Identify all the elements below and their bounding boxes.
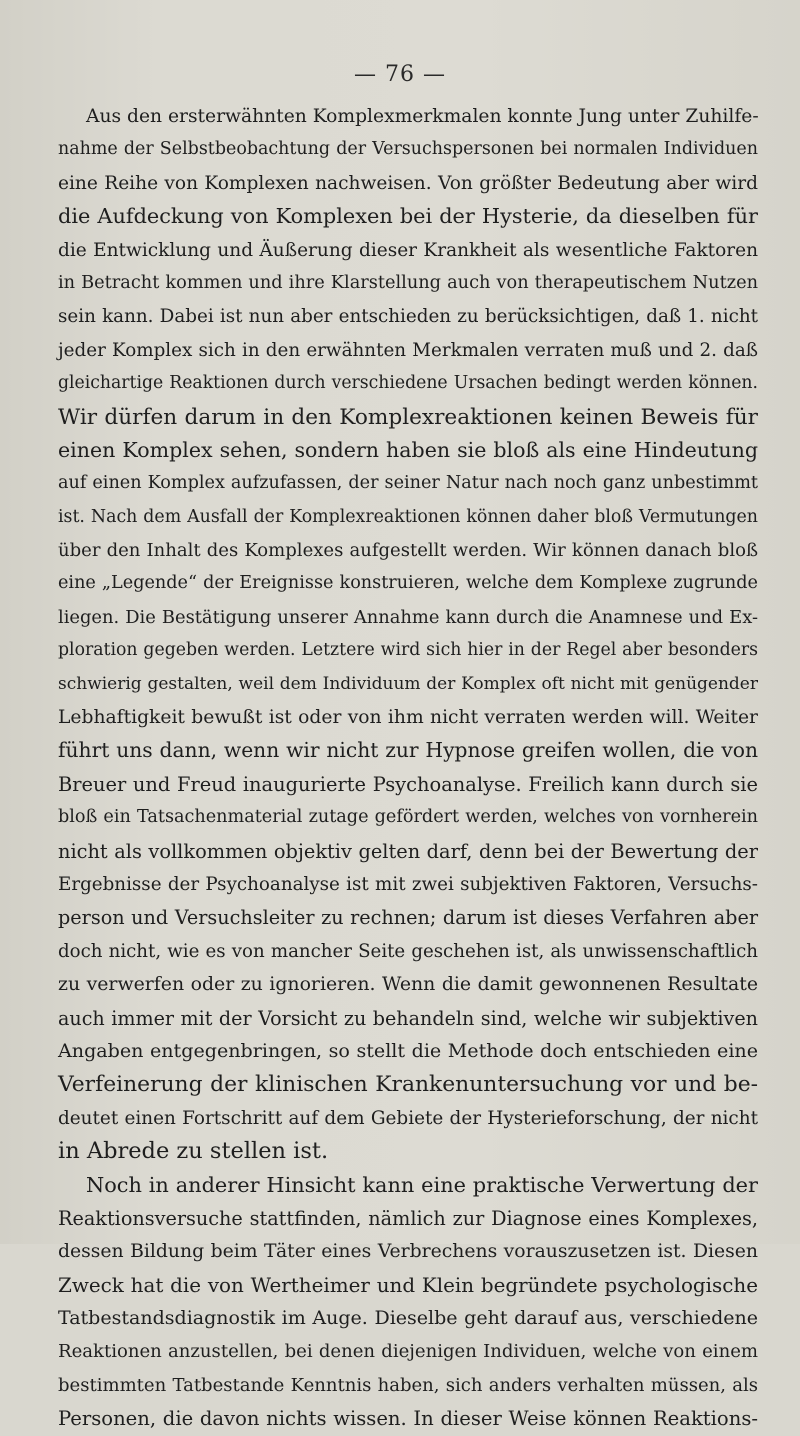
text-line: eine „Legende“ der Ereignisse konstruieren, welche dem Komplexe zugrunde xyxy=(58,573,758,594)
text-line: zu verwerfen oder zu ignorieren. Wenn die damit gewonnenen Resultate xyxy=(58,973,758,996)
text-line: jeder Komplex sich in den erwähnten Merkmalen verraten muß und 2. daß xyxy=(58,339,758,361)
text-line: Tatbestandsdiagnostik im Auge. Dieselbe geht darauf aus, verschiedene xyxy=(58,1307,758,1330)
text-line: ist. Nach dem Ausfall der Komplexreaktionen können daher bloß Vermutungen xyxy=(58,506,758,527)
text-line: auf einen Komplex aufzufassen, der seiner Natur nach noch ganz unbestimmt xyxy=(58,473,758,494)
text-line: Zweck hat die von Wertheimer und Klein begründete psychologische xyxy=(58,1273,758,1297)
paragraph-2 xyxy=(58,1169,758,1436)
text-line: person und Versuchsleiter zu rechnen; darum ist dieses Verfahren aber xyxy=(58,906,758,930)
text-line: Angaben entgegenbringen, so stellt die Methode doch entschieden eine xyxy=(58,1039,758,1062)
text-line: doch nicht, wie es von mancher Seite geschehen ist, als unwissenschaftlich xyxy=(58,940,758,962)
text-line: die Entwicklung und Äußerung dieser Krankheit als wesentliche Faktoren xyxy=(58,239,758,261)
text-line: auch immer mit der Vorsicht zu behandeln sind, welche wir subjektiven xyxy=(58,1006,758,1030)
text-line: führt uns dann, wenn wir nicht zur Hypnose greifen wollen, die von xyxy=(58,738,758,763)
text-line: schwierig gestalten, weil dem Individuum der Komplex oft nicht mit genügender xyxy=(58,673,758,694)
text-line: in Betracht kommen und ihre Klarstellung auch von therapeutischem Nutzen xyxy=(58,272,758,293)
text-line: ploration gegeben werden. Letztere wird sich hier in der Regel aber besonders xyxy=(58,640,758,661)
text-line: Personen, die davon nichts wissen. In dieser Weise können Reaktions- xyxy=(58,1407,758,1431)
text-line: nicht als vollkommen objektiv gelten darf, denn bei der Bewertung der xyxy=(58,839,758,863)
text-line: sein kann. Dabei ist nun aber entschieden zu berücksichtigen, daß 1. nicht xyxy=(58,306,758,328)
text-line: Ergebnisse der Psychoanalyse ist mit zwei subjektiven Faktoren, Versuchs- xyxy=(58,873,758,895)
text-line: bestimmten Tatbestande Kenntnis haben, sich anders verhalten müssen, als xyxy=(58,1374,758,1396)
page-number: — 76 — xyxy=(354,62,446,87)
text-line: über den Inhalt des Komplexes aufgestellt werden. Wir können danach bloß xyxy=(58,540,758,562)
text-line: eine Reihe von Komplexen nachweisen. Von größter Bedeutung aber wird xyxy=(58,172,758,194)
text-line: liegen. Die Bestätigung unserer Annahme kann durch die Anamnese und Ex- xyxy=(58,606,758,628)
text-line: Verfeinerung der klinischen Krankenuntersuchung vor und be- xyxy=(58,1072,758,1098)
text-line: nahme der Selbstbeobachtung der Versuchspersonen bei normalen Individuen xyxy=(58,139,758,160)
text-line: die Aufdeckung von Komplexen bei der Hysterie, da dieselben für xyxy=(58,204,758,229)
text-line: Reaktionen anzustellen, bei denen diejenigen Individuen, welche von einem xyxy=(58,1341,758,1363)
body-text xyxy=(58,100,758,1436)
text-line: dessen Bildung beim Täter eines Verbrechens vorauszusetzen ist. Diesen xyxy=(58,1241,758,1263)
text-line: Aus den ersterwähnten Komplexmerkmalen konnte Jung unter Zuhilfe- xyxy=(86,106,759,127)
text-line: einen Komplex sehen, sondern haben sie bloß als eine Hindeutung xyxy=(58,437,758,462)
text-line: Wir dürfen darum in den Komplexreaktionen keinen Beweis für xyxy=(58,404,758,430)
text-line: Reaktionsversuche stattfinden, nämlich zur Diagnose eines Komplexes, xyxy=(58,1206,758,1230)
text-line: in Abrede zu stellen ist. xyxy=(58,1138,329,1165)
text-line: Breuer und Freud inaugurierte Psychoanalyse. Freilich kann durch sie xyxy=(58,772,758,796)
text-line: gleichartige Reaktionen durch verschiedene Ursachen bedingt werden können. xyxy=(58,373,758,394)
text-line: Noch in anderer Hinsicht kann eine praktische Verwertung der xyxy=(86,1172,758,1197)
text-line: bloß ein Tatsachenmaterial zutage gefördert werden, welches von vornherein xyxy=(58,807,758,828)
text-line: Lebhaftigkeit bewußt ist oder von ihm nicht verraten werden will. Weiter xyxy=(58,707,758,729)
paragraph-1 xyxy=(58,100,758,1169)
text-line: deutet einen Fortschritt auf dem Gebiete der Hysterieforschung, der nicht xyxy=(58,1107,758,1129)
